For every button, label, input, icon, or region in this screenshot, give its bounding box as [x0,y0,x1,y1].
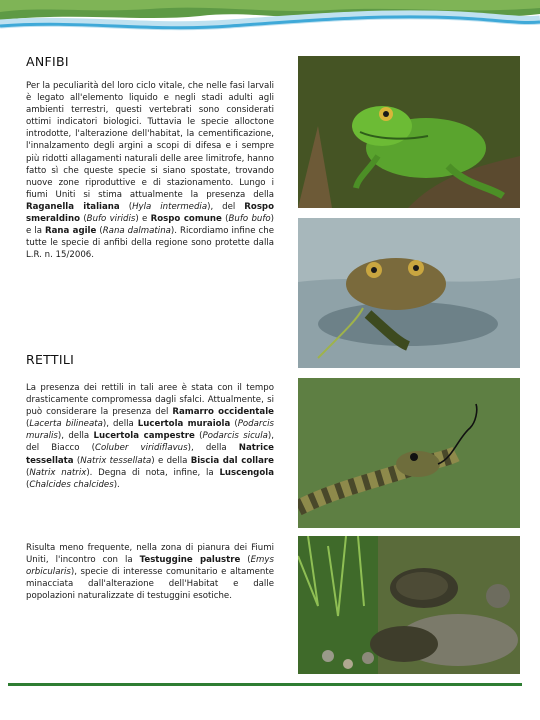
rettili-paragraph-2: Risulta meno frequente, nella zona di pianura dei Fiumi Uniti, l'incontro con la Testuggine palustre (Emys orbicularis), specie di interesse comunitario e altamente minacciata dall'alterazione dell'Habitat e dalle popolazioni naturalizzate di testuggini esotiche. [26,543,274,602]
toad-photo [298,218,520,368]
rettili-paragraph-1: La presenza dei rettili in tali aree è stata con il tempo drasticamente compromessa dagli sfalci. Attualmente, si può considerare la presenza del Ramarro occidentale (Lacerta bilineata), della Lucertola muraiola (Podarcis muralis), della Lucertola campestre (Podarcis sicula), del Biacco (Coluber viridiflavus), della Natrice tessellata (Natrix tessellata) e della Biscia dal collare (Natrix natrix). Degna di nota, infine, la Luscengola (Chalcides chalcides). [26,383,274,490]
anfibi-paragraph: Per la peculiarità del loro ciclo vitale, che nelle fasi larvali è legato all'elemento liquido e negli stadi adulti agli ambienti terrestri, questi vertebrati sono considerati ottimi indicatori biologici. Tuttavia le specie alloctone introdotte, l'alterazione dell'habitat, la cementificazione, l'innalzamento degli argini a scopi di difesa e i sempre più ridotti allagamenti naturali delle aree limitrofe, hanno fatto sì che queste specie si siano spostate, trovando nuove zone riproduttive e di stazionamento. Lungo i fiumi Uniti si stima attualmente la presenza della Raganella italiana (Hyla intermedia), del Rospo smeraldino (Bufo viridis) e Rospo comune (Bufo bufo) e la Rana agile (Rana dalmatina). Ricordiamo infine che tutte le specie di anfibi della regione sono protette dalla L.R. n. 15/2006. [26,81,274,261]
section-title-rettili: RETTILI [26,352,75,367]
header-banner [0,0,540,42]
section-title-anfibi: ANFIBI [26,54,69,69]
tree-frog-photo [298,56,520,208]
snake-photo [298,378,520,528]
turtle-photo [298,536,520,674]
bottom-rule [8,683,522,686]
